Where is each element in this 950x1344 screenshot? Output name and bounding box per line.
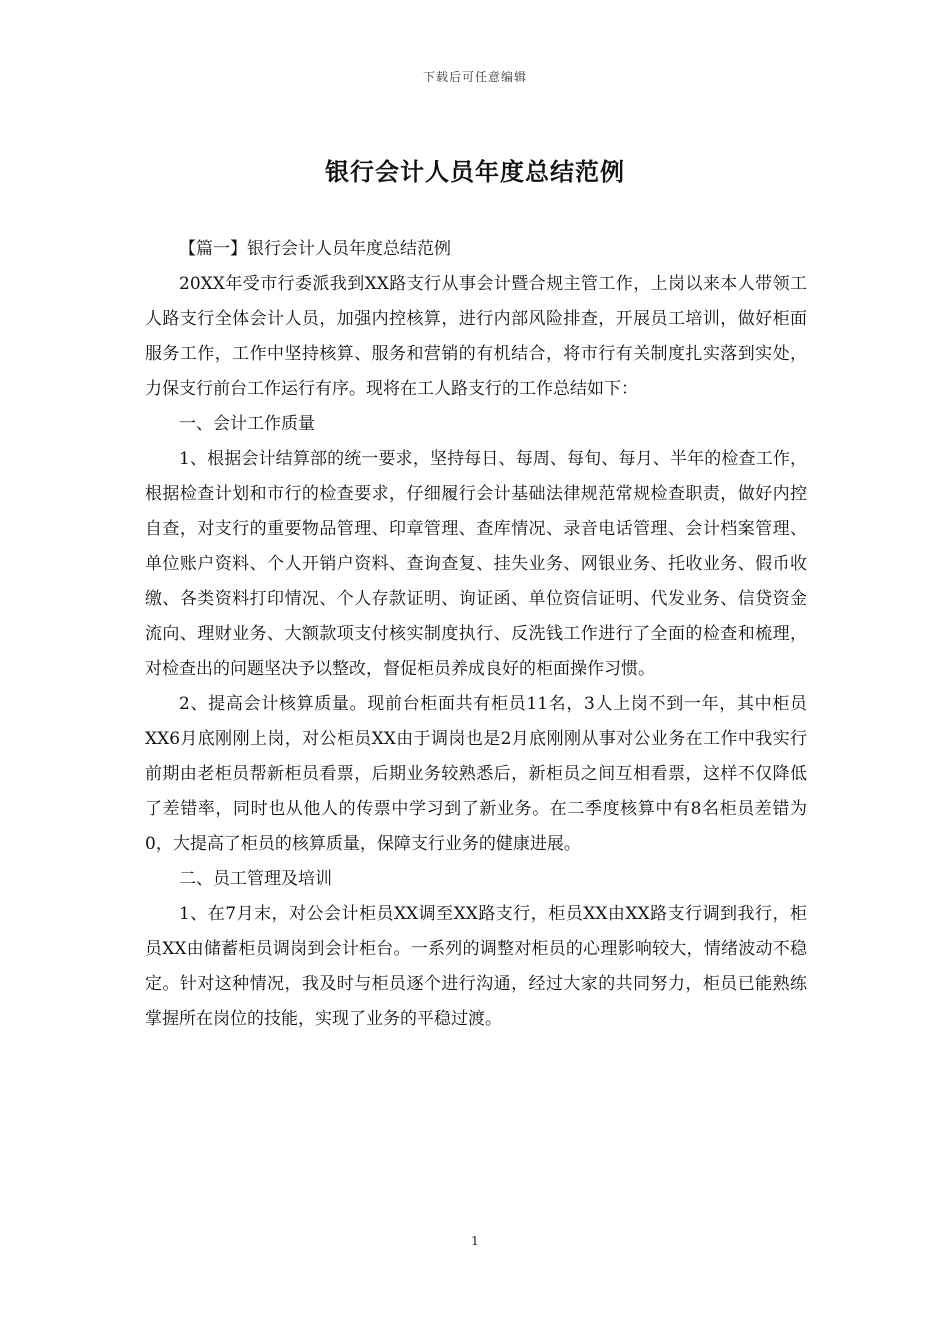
header-note: 下载后可任意编辑 <box>422 70 527 84</box>
document-body <box>145 232 807 1037</box>
section-heading-part-one: 【篇一】银行会计人员年度总结范例 <box>179 239 451 259</box>
section-heading-staff-training: 二、员工管理及培训 <box>179 869 332 889</box>
paragraph-accounting-quality: 2、提高会计核算质量。现前台柜面共有柜员11名，3人上岗不到一年，其中柜员XX6月底刚刚上岗，对公柜员XX由于调岗也是2月底刚刚从事对公业务在工作中我实行前期由老柜员帮新柜员看票，后期业务较熟悉后，新柜员之间互相看票，这样不仅降低了差错率，同时也从他人的传票中学习到了新业务。在二季度核算中有8名柜员差错为0，大提高了柜员的核算质量，保障支行业务的健康进展。 <box>145 694 807 854</box>
document-title: 银行会计人员年度总结范例 <box>325 158 625 186</box>
paragraph-staff-adjustment: 1、在7月末，对公会计柜员XX调至XX路支行，柜员XX由XX路支行调到我行，柜员XX由储蓄柜员调岗到会计柜台。一系列的调整对柜员的心理影响较大，情绪波动不稳定。针对这种情况，我及时与柜员逐个进行沟通，经过大家的共同努力，柜员已能熟练掌握所在岗位的技能，实现了业务的平稳过渡。 <box>145 904 807 1029</box>
intro-paragraph: 20XX年受市行委派我到XX路支行从事会计暨合规主管工作，上岗以来本人带领工人路支行全体会计人员，加强内控核算，进行内部风险排查，开展员工培训，做好柜面服务工作，工作中坚持核算、服务和营销的有机结合，将市行有关制度扎实落到实处，力保支行前台工作运行有序。现将在工人路支行的工作总结如下： <box>145 274 807 399</box>
paragraph-inspection-work: 1、根据会计结算部的统一要求，坚持每日、每周、每旬、每月、半年的检查工作，根据检查计划和市行的检查要求，仔细履行会计基础法律规范常规检查职责，做好内控自查，对支行的重要物品管理、印章管理、查库情况、录音电话管理、会计档案管理、单位账户资料、个人开销户资料、查询查复、挂失业务、网银业务、托收业务、假币收缴、各类资料打印情况、个人存款证明、询证函、单位资信证明、代发业务、信贷资金流向、理财业务、大额款项支付核实制度执行、反洗钱工作进行了全面的检查和梳理，对检查出的问题坚决予以整改，督促柜员养成良好的柜面操作习惯。 <box>145 449 807 679</box>
section-heading-accounting-quality: 一、会计工作质量 <box>179 414 315 434</box>
page-number: 1 <box>471 1234 479 1248</box>
